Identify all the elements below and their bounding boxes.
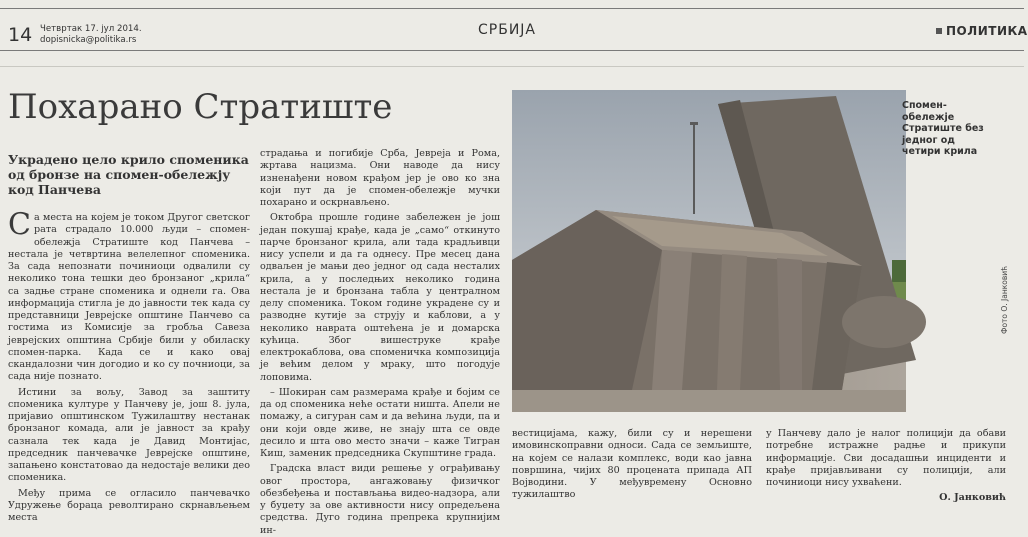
contact-email: dopisnicka@politika.rs — [40, 35, 137, 45]
masthead-logo: ПОЛИТИКА — [946, 24, 1028, 38]
header-rule — [0, 50, 1024, 51]
article-subhead: Украдено цело крило споменика од бронзе на спомен-обележју код Панчева — [8, 152, 249, 197]
page-number: 14 — [8, 24, 33, 46]
monument-photo — [512, 90, 906, 412]
article-column-3 — [512, 428, 752, 506]
photo-caption: Спомен-обележје Стратиште без једног од четири крила — [902, 100, 984, 157]
dateline — [40, 24, 142, 46]
paragraph: – Шокиран сам размерама крађе и бојим се да од споменика неће остати ништа. Апели не помажу, а сигуран сам и да већина људи, па и они који овде живе, не знају шта се овде десило и шта ово место значи – каже Тигран Киш, заменик председника Скупштине града. — [260, 386, 500, 459]
issue-date: Четвртак 17. јул 2014. — [40, 24, 142, 34]
drop-cap: С — [8, 207, 31, 242]
paragraph: Истини за вољу, Завод за заштиту споменика културе у Панчеву је, још 8. јула, пријавио општинском Тужилаштву нестанак бронзаног комада, али је јавност за крађу сазнала тек када је Давид Монтијас, председник панчевачке Јеврејске општине, запањено констатовао да недостаје велики део споменика. — [8, 386, 250, 484]
paragraph: Међу прима се огласило панчевачко Удружење бораца револтирано скрнављењем места — [8, 487, 250, 523]
masthead-mark-icon — [936, 28, 942, 34]
top-rule — [0, 8, 1024, 9]
paragraph: вестицијама, кажу, били су и нерешени имовинскоправни односи. Сада се земљиште, на којем се налази комплекс, води као јавна површина, чијих 80 процената припада АП Војводини. У међувремену Основно тужилаштво — [512, 428, 752, 501]
section-title: СРБИЈА — [478, 22, 537, 38]
paragraph: Са места на којем је током Другог светског рата страдало 10.000 људи – спомен-обележја Стратиште код Панчева – нестала је четвртина велелепног споменика. За сада непознати починиоци одвалили су неколико тона тешки део бронзаног „крила“ са задње стране споменика и однели га. Ова информација стигла је до јавности тек када су представници Јеврејске општине Панчево са гостима из Комисије за гробља Савеза јеврејских општина Србије били у обиласку спомен-парка. Када се и како овај скандалозни чин догодио и ко су почниоци, за сада није познато. — [8, 207, 250, 383]
header-rule-light — [0, 66, 1024, 67]
byline: О. Јанковић — [939, 492, 1006, 504]
monument-photo-image — [512, 90, 906, 412]
photo-credit: Фото О. Јанковић — [1000, 265, 1009, 334]
paragraph: у Панчеву дало је налог полицији да обави потребне истражне радње и прикупи информације. Сви досадашњи инциденти и крађе пријављивани су полицији, али починиоци нису ухваћени. — [766, 428, 1006, 488]
article-column-2 — [260, 148, 500, 536]
article-column-1 — [8, 207, 250, 523]
paragraph: страдања и погибије Срба, Јевреја и Рома, жртава нацизма. Они наводе да нису изненађени новом крађом јер је ово ко зна који пут да је спомен-обележје мучки похарано и оскрнављено. — [260, 148, 500, 208]
paragraph: Октобра прошле године забележен је још један покушај крађе, када је „само“ откинуто парче бронзаног крила, али тада крадљивци нису успели и да га однесу. Пре месец дана одваљен је мањи део једног од сада несталих крила, а у последњих неколико година нестала је и бронзана табла у централном делу споменика. Током године украдене су и разводне кутије за струју и каблови, а у неколико наврата оштећена је и домарска кућица. Због вишеструке крађе електрокаблова, ова споменичка композиција је већим делом у мраку, што погодује лоповима. — [260, 212, 500, 383]
paragraph: Градска власт види решење у ограђивању овог простора, ангажовању физичког обезбеђења и постављања видео-надзора, али у буџету за ове активности нису опредељена средства. Дуго година препрека крупнијим ин- — [260, 463, 500, 536]
article-headline: Похарано Стратиште — [8, 87, 393, 127]
article-column-4 — [766, 428, 1006, 506]
